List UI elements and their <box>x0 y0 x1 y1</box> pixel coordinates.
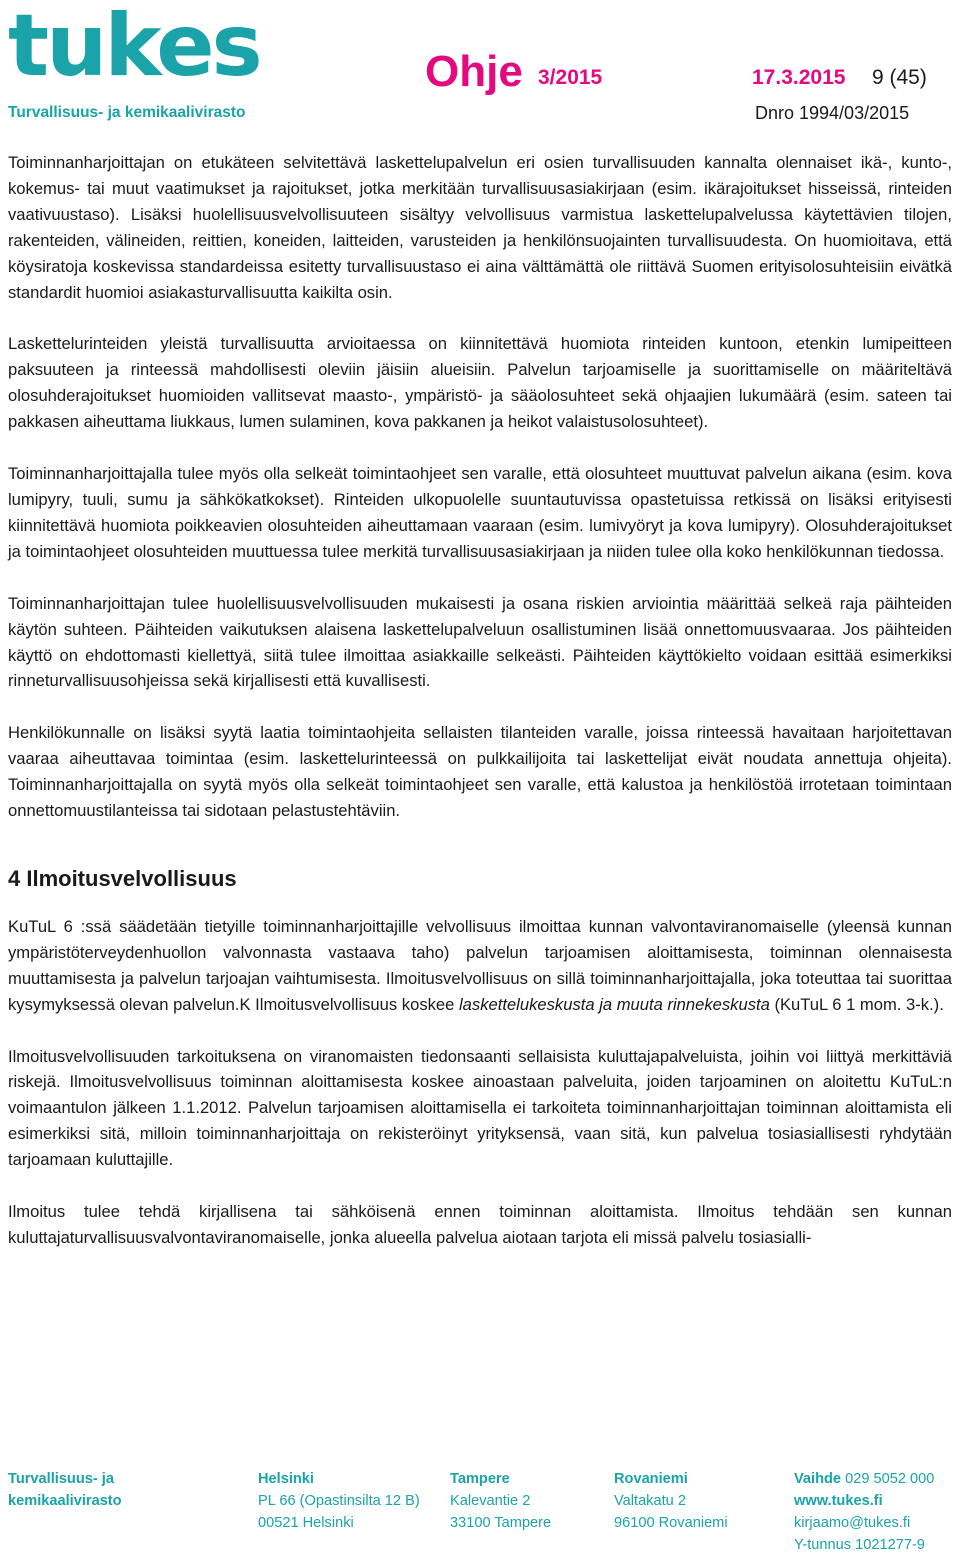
logo-wordmark: tukes <box>8 0 260 96</box>
footer-phone <box>794 1468 934 1490</box>
section-heading: 4 Ilmoitusvelvollisuus <box>8 865 237 891</box>
footer-office-title: Rovaniemi <box>614 1471 688 1487</box>
paragraph: Toiminnanharjoittajan tulee huolellisuusvelvollisuuden mukaisesti ja osana riskien arviointia määrittää selkeä raja päihteiden käytön suhteen. Päihteiden vaikutuksen alaisena laskettelupalveluun osallistuminen lisää onnettomuusvaaraa. Jos päihteiden käyttö on ehdottomasti kiellettyä, siitä tulee ilmoittaa asiakkaille selkeästi. Päihteiden käyttökielto voidaan esittää esimerkiksi rinneturvallisuusohjeissa sekä kirjallisesti että kuvallisesti. <box>8 593 952 691</box>
footer-org-line: Turvallisuus- ja <box>8 1471 114 1487</box>
paragraph-text: KuTuL 6 :ssä säädetään tietyille toiminnanharjoittajille velvollisuus ilmoittaa kunnan valvontaviranomaiselle (yleensä kunnan ympäristöterveydenhuollon valvonnasta vastaava taho) palvelun tarjoamisen aloittamisesta, toiminnan olennaisesta muuttamisesta ja palvelun tarjoajan vaihtumisesta. Ilmoitusvelvollisuus on sillä toiminnanharjoittajalla, joka toteuttaa tai suorittaa kysymyksessä olevan palvelun.K Ilmoitusvelvollisuus koskee <box>8 916 952 1014</box>
footer-rovaniemi <box>614 1468 728 1534</box>
paragraph: Laskettelurinteiden yleistä turvallisuutta arvioitaessa on kiinnitettävä huomiota rinteiden kuntoon, etenkin lumipeitteen paksuuteen ja rinteessä mahdollisesti oleviin jäisiin alueisiin. Palvelun tarjoamiselle ja suorittamiselle on määriteltävä olosuhderajoitukset huomioiden vallitsevat maasto-, ympäristö- ja sääolosuhteet sekä ohjaajien lukumäärä (esim. sateen tai pakkasen aiheuttama liukkaus, lumen sulaminen, kova pakkanen ja heikot valaistusolosuhteet). <box>8 334 952 432</box>
paragraph: Ilmoitusvelvollisuuden tarkoituksena on viranomaisten tiedonsaanti sellaisista kuluttajapalveluista, joihin voi liittyä merkittäviä riskejä. Ilmoitusvelvollisuus toiminnan aloittamisesta koskee ainoastaan palveluita, joiden tarjoaminen on aloitettu KuTuL:n voimaantulon jälkeen 1.1.2012. Palvelun tarjoamisen aloittamisella ei tarkoiteta toiminnanharjoittajan toiminnan aloittamista eli esimerkiksi sitä, milloin toiminnanharjoittaja on rekisteröinyt yrityksensä, vaan sitä, kun palvelua tosiasiallisesti ryhdytään tarjoamaan kuluttajille. <box>8 1046 952 1170</box>
document-dnro: Dnro 1994/03/2015 <box>755 103 910 123</box>
footer-postal: 00521 Helsinki <box>258 1515 354 1531</box>
italic-text: laskettelukeskusta ja muuta rinnekeskusta <box>459 994 770 1014</box>
document-body <box>8 150 952 1277</box>
paragraph: Henkilökunnalle on lisäksi syytä laatia toimintaohjeita sellaisten tilanteiden varalle, joissa rinteessä havaitaan harjoitettavan vaaraa aiheuttavaa toimintaa (esim. laskettelurinteessä on pulkkailijoita tai laskettelijat eivät noudata annettuja ohjeita). Toiminnanharjoittajalla on syytä myös olla selkeät toimintaohjeet sen varalle, että kalustoa ja henkilöstöä irrotetaan toimintaan onnettomuustilanteissa tai sidotaan pelastustehtäviin. <box>8 723 952 821</box>
document-number: 3/2015 <box>538 66 603 89</box>
footer-address: Valtakatu 2 <box>614 1493 686 1509</box>
footer-org <box>8 1468 122 1512</box>
footer-helsinki <box>258 1468 420 1534</box>
footer-tampere <box>450 1468 551 1534</box>
footer-address: PL 66 (Opastinsilta 12 B) <box>258 1493 420 1509</box>
tukes-logo <box>8 0 260 124</box>
footer-office-title: Helsinki <box>258 1471 314 1487</box>
footer-phone-label: Vaihde <box>794 1471 842 1487</box>
page-header <box>0 0 960 140</box>
footer-office-title: Tampere <box>450 1471 510 1487</box>
footer-business-id: Y-tunnus 1021277-9 <box>794 1537 925 1553</box>
paragraph: Ilmoitus tulee tehdä kirjallisena tai sähköisenä ennen toiminnan aloittamista. Ilmoitus tehdään sen kunnan kuluttajaturvallisuusvalvontaviranomaiselle, jonka alueella palvelua aiotaan tarjota eli missä palvelu tosiasialli- <box>8 1202 952 1247</box>
footer-address: Kalevantie 2 <box>450 1493 531 1509</box>
footer-email-link[interactable]: kirjaamo@tukes.fi <box>794 1515 911 1531</box>
paragraph: Toiminnanharjoittajalla tulee myös olla selkeät toimintaohjeet sen varalle, että olosuhteet muuttuvat palvelun aikana (esim. kova lumipyry, tuuli, sumu ja sähkökatkokset). Rinteiden ulkopuolelle suuntautuvissa opastetuissa retkissä on lisäksi erityisesti kiinnitettävä huomiota poikkeavien olosuhteiden aiheuttamaan vaaraan (esim. lumivyöryt ja kova lumipyry). Olosuhderajoitukset ja toimintaohjeet olosuhteiden muuttuessa tulee merkitä turvallisuusasiakirjaan ja niiden tulee olla koko henkilökunnan tiedossa. <box>8 464 952 561</box>
footer-phone-number: 029 5052 000 <box>845 1471 935 1487</box>
footer-postal: 96100 Rovaniemi <box>614 1515 728 1531</box>
footer-postal: 33100 Tampere <box>450 1515 552 1531</box>
page-footer <box>0 1468 960 1553</box>
page-number: 9 (45) <box>872 66 927 89</box>
document-date: 17.3.2015 <box>752 66 846 89</box>
footer-contact <box>794 1468 934 1556</box>
paragraph: Toiminnanharjoittajan on etukäteen selvitettävä laskettelupalvelun eri osien turvallisuuden kannalta olennaiset ikä-, kunto-, kokemus- tai muut vaatimukset ja rajoitukset, jotka merkitään turvallisuusasiakirjaan (esim. ikärajoitukset hisseissä, rinteiden vaativuustaso). Lisäksi huolellisuusvelvollisuuteen sisältyy velvollisuus varmistua laskettelupalvelussa käytettävien tilojen, rakenteiden, välineiden, reittien, koneiden, laitteiden, varusteiden ja henkilönsuojainten turvallisuudesta. On huomioitava, että köysiratoja koskevissa standardeissa esitetty turvallisuustaso ei aina välttämättä ole riittävä Suomen erityisolosuhteisiin eivätkä standardit huomioi asiakasturvallisuutta kaikilta osin. <box>8 153 952 302</box>
logo-subtitle: Turvallisuus- ja kemikaalivirasto <box>8 104 246 121</box>
paragraph-text: (KuTuL 6 1 mom. 3-k.). <box>769 994 944 1014</box>
paragraph <box>8 914 952 1018</box>
footer-website-link[interactable]: www.tukes.fi <box>794 1493 883 1509</box>
document-type: Ohje <box>425 47 523 96</box>
footer-org-line: kemikaalivirasto <box>8 1493 122 1509</box>
